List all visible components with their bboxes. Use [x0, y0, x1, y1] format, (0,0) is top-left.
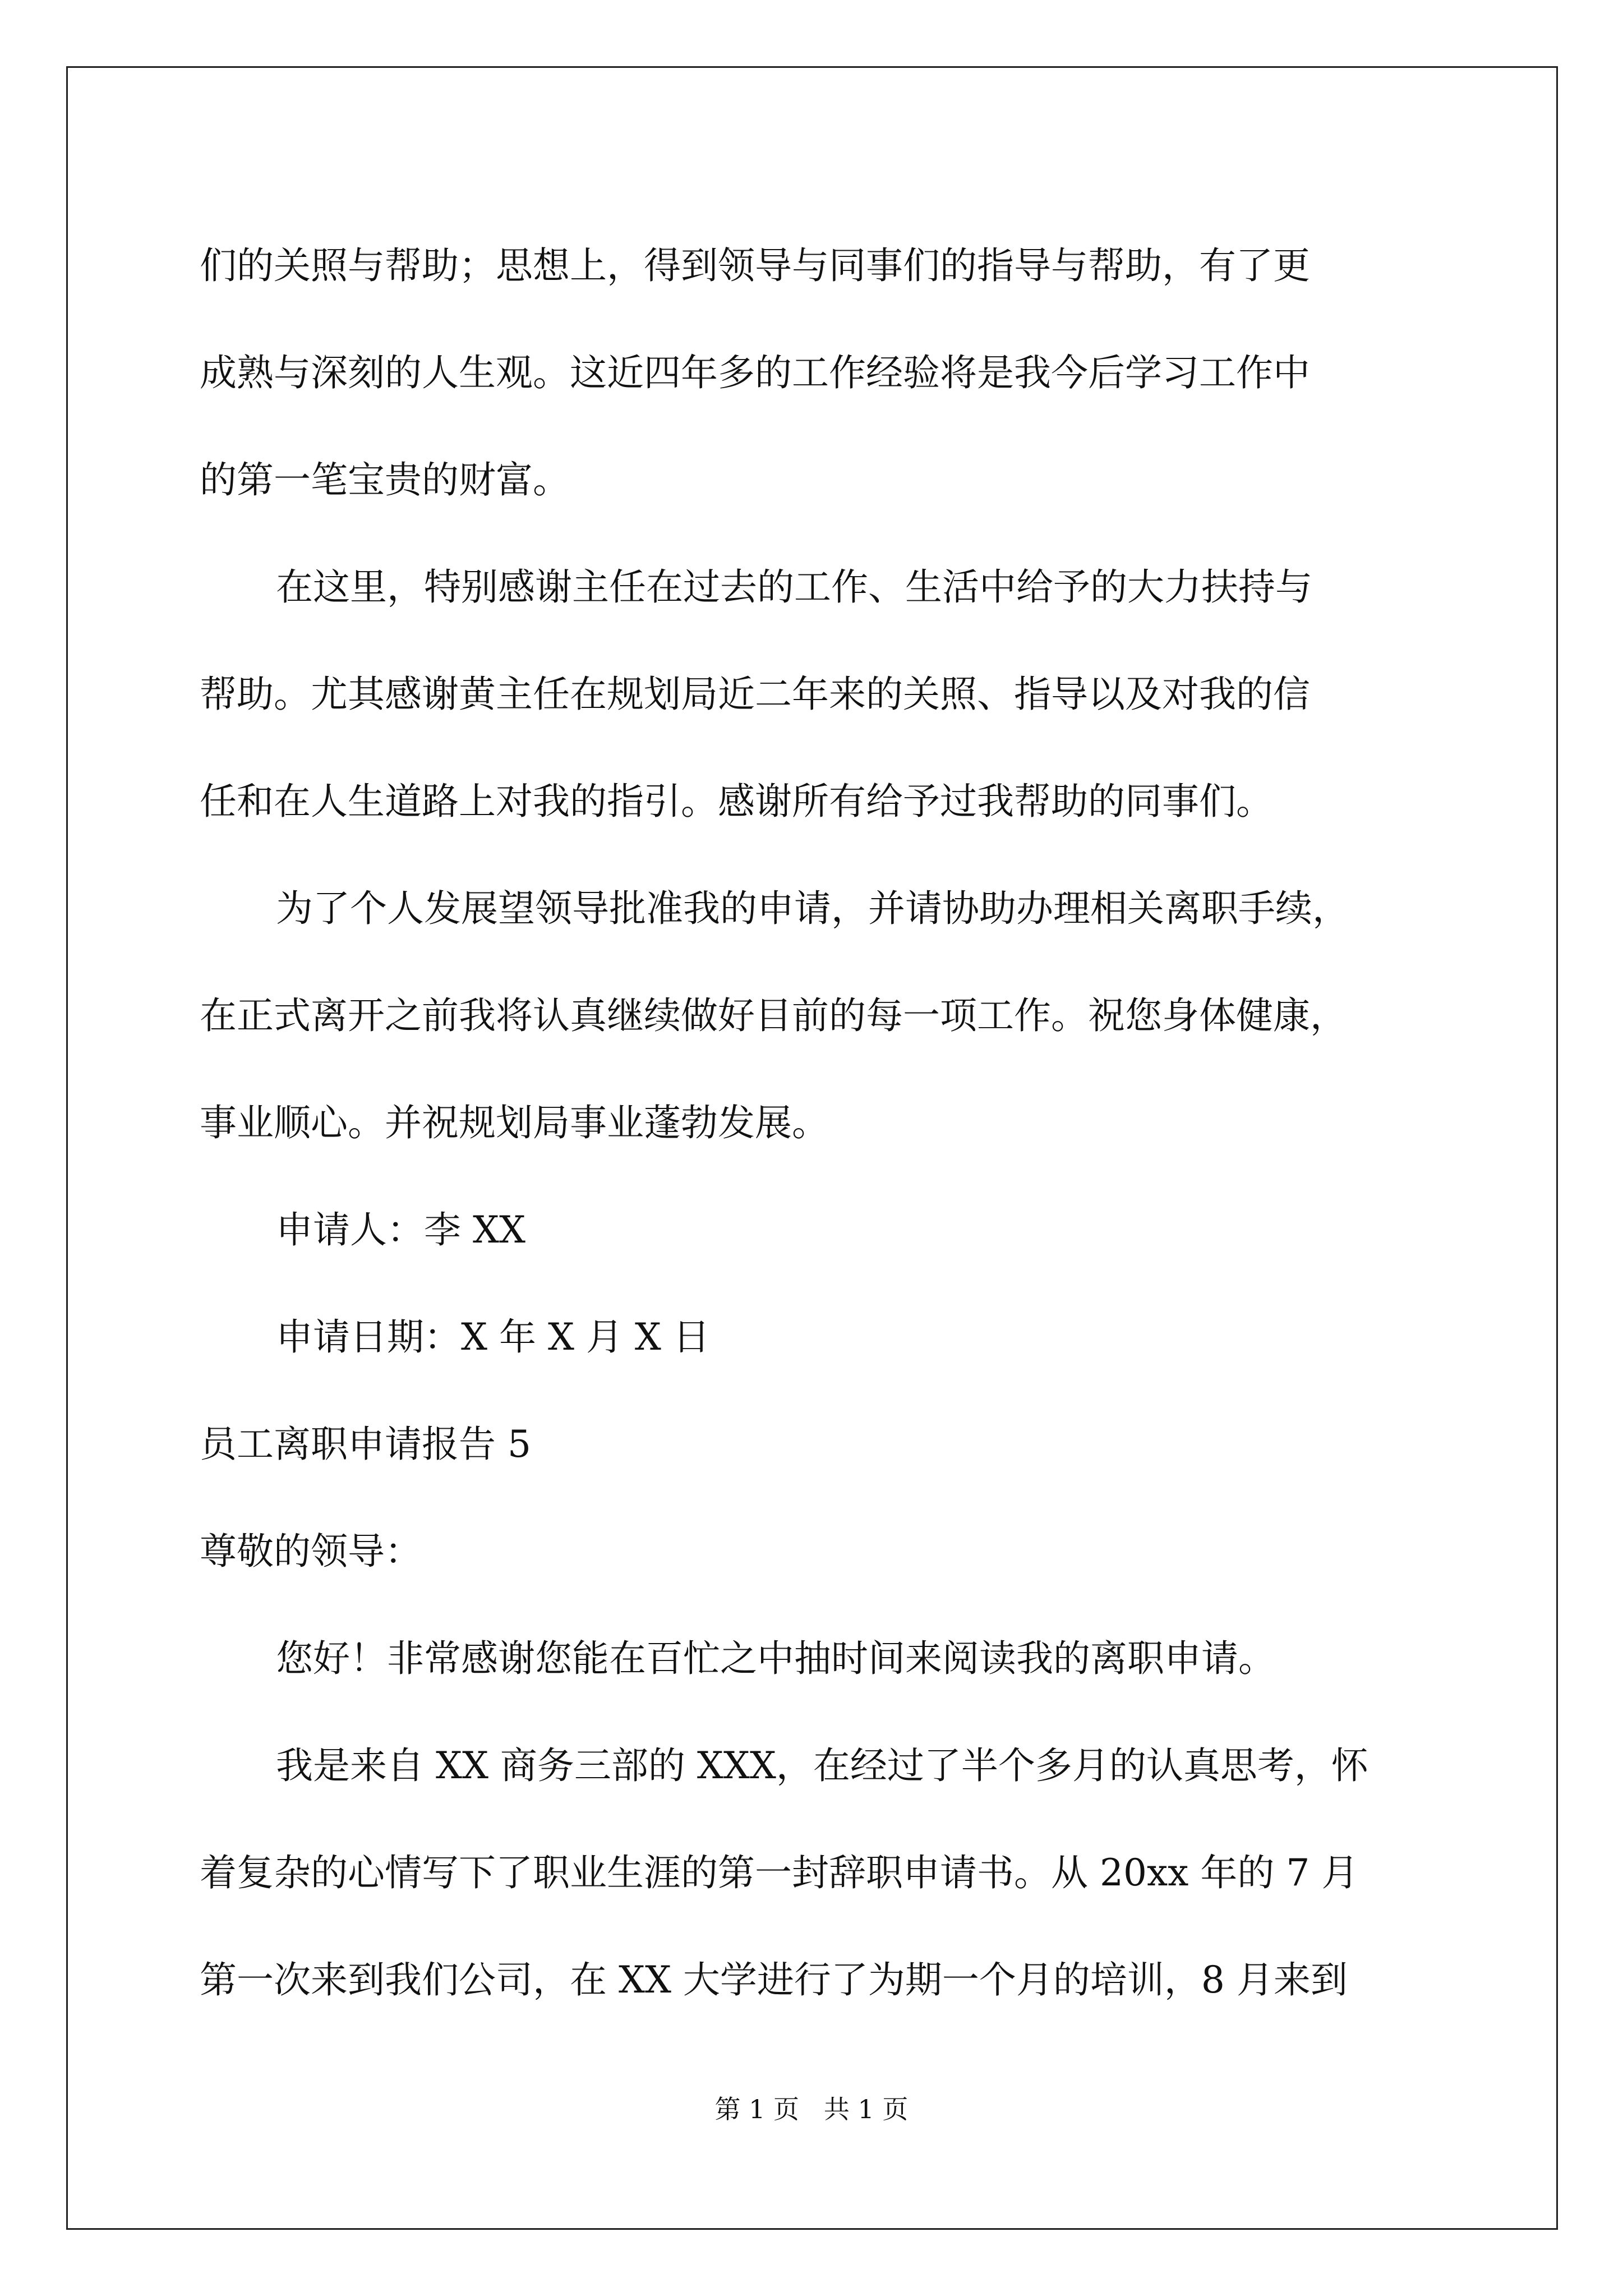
- salutation: 尊敬的领导：: [200, 1530, 422, 1573]
- body-line: 帮助。尤其感谢黄主任在规划局近二年来的关照、指导以及对我的信: [200, 673, 1310, 716]
- body-line: 任和在人生道路上对我的指引。感谢所有给予过我帮助的同事们。: [200, 780, 1273, 823]
- body-line: 为了个人发展望领导批准我的申请，并请协助办理相关离职手续，: [276, 887, 1349, 930]
- body-line: 我是来自 XX 商务三部的 XXX，在经过了半个多月的认真思考，怀: [276, 1744, 1368, 1787]
- section-heading: 员工离职申请报告 5: [200, 1423, 531, 1466]
- body-line: 在这里，特别感谢主任在过去的工作、生活中给予的大力扶持与: [276, 565, 1312, 609]
- body-line: 成熟与深刻的人生观。这近四年多的工作经验将是我今后学习工作中: [200, 351, 1310, 394]
- body-line: 事业顺心。并祝规划局事业蓬勃发展。: [200, 1101, 829, 1144]
- body-line: 的第一笔宝贵的财富。: [200, 458, 570, 501]
- document-body: [200, 212, 1428, 2033]
- page-footer: 第 1 页 共 1 页: [714, 2094, 909, 2124]
- application-date-line: 申请日期：X 年 X 月 X 日: [276, 1315, 710, 1359]
- applicant-line: 申请人：李 XX: [276, 1208, 525, 1251]
- body-line: 第一次来到我们公司，在 XX 大学进行了为期一个月的培训，8 月来到: [200, 1958, 1348, 2001]
- body-line: 着复杂的心情写下了职业生涯的第一封辞职申请书。从 20xx 年的 7 月: [200, 1851, 1359, 1894]
- body-line: 们的关照与帮助；思想上，得到领导与同事们的指导与帮助，有了更: [200, 244, 1310, 287]
- body-line: 在正式离开之前我将认真继续做好目前的每一项工作。祝您身体健康，: [200, 994, 1347, 1037]
- body-line: 您好！非常感谢您能在百忙之中抽时间来阅读我的离职申请。: [276, 1637, 1275, 1680]
